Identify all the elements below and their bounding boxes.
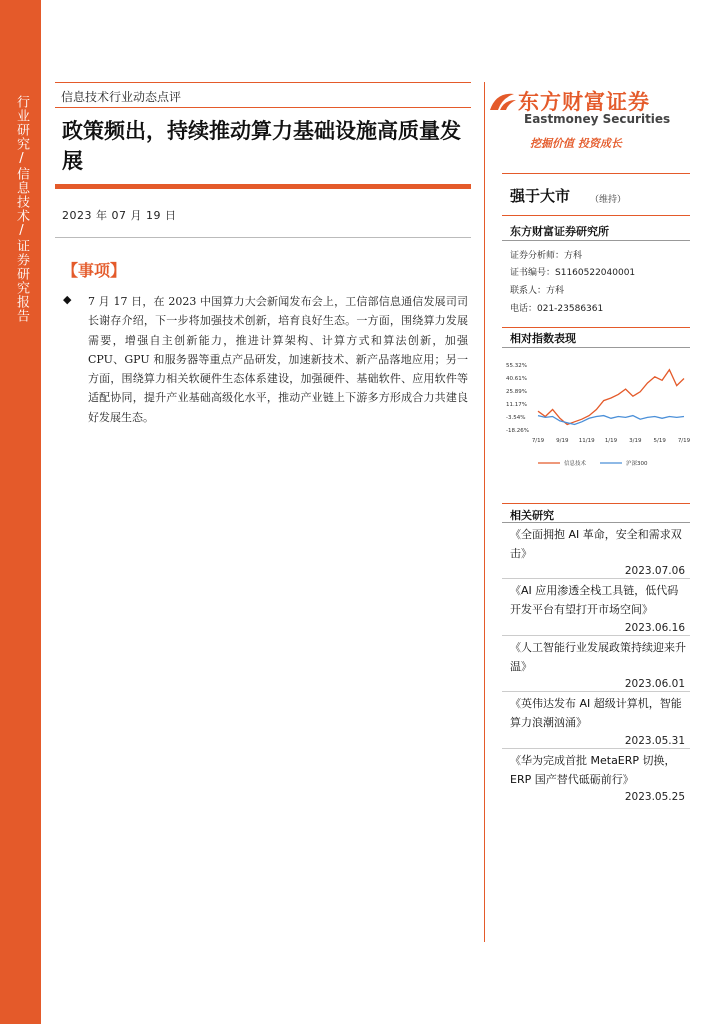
event-heading: 【事项】 — [62, 261, 127, 280]
legend-label: 沪深300 — [626, 461, 648, 467]
related-item-date: 2023.05.31 — [624, 735, 685, 747]
related-item-date: 2023.07.06 — [624, 565, 685, 577]
brand-logo — [488, 86, 678, 131]
rating-sub: （维持） — [590, 195, 627, 205]
analyst-contact: 联系人：方科 — [510, 286, 565, 296]
related-item-title: 《华为完成首批 MetaERP 切换，ERP 国产替代砥砺前行》 — [510, 754, 676, 786]
related-item-title: 《全面拥抱 AI 革命，安全和需求双击》 — [510, 528, 682, 560]
x-tick-label: 9/19 — [556, 438, 569, 444]
y-tick-label: -3.54% — [506, 415, 526, 421]
y-tick-label: 55.32% — [506, 363, 527, 369]
institute-name: 东方财富证券研究所 — [510, 225, 609, 238]
analyst-phone: 电话：021-23586361 — [510, 304, 604, 314]
y-tick-label: 25.89% — [506, 389, 527, 395]
rating-rule-bottom — [502, 215, 690, 216]
y-tick-label: -18.26% — [506, 428, 529, 434]
related-item-divider — [502, 635, 690, 636]
related-item-divider — [502, 578, 690, 579]
performance-rule-top — [502, 327, 690, 328]
related-item-title: 《英伟达发布 AI 超级计算机，智能算力浪潮汹涌》 — [510, 697, 682, 729]
sidebar-label: 行业研究/信息技术/证券研究报告 — [14, 95, 29, 323]
analyst-cert: 证书编号：S1160522040001 — [510, 268, 636, 278]
brand-slogan: 挖掘价值 投资成长 — [530, 137, 622, 150]
diamond-bullet-icon: ◆ — [63, 293, 72, 306]
related-rule — [502, 522, 690, 523]
related-item-date: 2023.05.25 — [624, 791, 685, 803]
category-rule — [55, 107, 471, 108]
x-tick-label: 7/19 — [531, 438, 545, 444]
relative-performance-chart — [502, 355, 690, 475]
related-item-divider — [502, 748, 690, 749]
related-rule-top — [502, 503, 690, 504]
date-rule — [55, 237, 471, 238]
brand-name-en: Eastmoney Securities — [524, 112, 671, 126]
performance-rule — [502, 347, 690, 348]
report-title: 政策频出，持续推动算力基础设施高质量发展 — [62, 119, 461, 173]
related-title: 相关研究 — [510, 509, 554, 522]
related-item-divider — [502, 691, 690, 692]
sidebar — [0, 0, 41, 1024]
rating-label: 强于大市 — [510, 187, 571, 205]
related-item-date: 2023.06.01 — [624, 678, 685, 690]
x-tick-label: 5/19 — [653, 438, 666, 444]
x-tick-label: 3/19 — [629, 438, 642, 444]
title-bar — [55, 184, 471, 189]
report-category: 信息技术行业动态点评 — [61, 90, 182, 104]
y-tick-label: 40.61% — [506, 376, 527, 382]
analyst-name: 证券分析师：方科 — [510, 251, 583, 261]
performance-title: 相对指数表现 — [510, 332, 576, 345]
x-tick-label: 11/19 — [578, 438, 595, 444]
legend-label: 信息技术 — [564, 461, 587, 467]
x-tick-label: 1/19 — [604, 438, 618, 444]
brand-name-cn: 东方财富证券 — [518, 90, 650, 114]
event-paragraph: 7 月 17 日，在 2023 中国算力大会新闻发布会上，工信部信息通信发展司司长谢存介绍，下一步将加强技术创新，培育良好生态。一方面，围绕算力发展需要，增强自主创新能力，推进计算架构、计算方式和算法创新，加强 CPU、GPU 和服务器等重点产品研发，加速新技术、新产品落地应用；另一方面，围绕算力相关软硬件生态体系建设，加强硬件、基础软件、应用软件等适配协同，提升产业基础高级化水平，推动产业链上下游多方形成合力共建良好发展生态。 — [88, 295, 468, 424]
brand-emblem-icon — [488, 88, 518, 114]
series-line — [538, 416, 684, 425]
related-item-title: 《人工智能行业发展政策持续迎来升温》 — [510, 641, 686, 673]
report-date: 2023 年 07 月 19 日 — [62, 209, 177, 222]
series-line — [538, 370, 684, 425]
institute-rule — [502, 240, 690, 241]
x-tick-label: 7/19 — [677, 438, 690, 444]
related-item-title: 《AI 应用渗透全栈工具链，低代码开发平台有望打开市场空间》 — [510, 584, 679, 616]
header-rule — [55, 82, 471, 83]
column-divider — [484, 82, 485, 942]
related-item-date: 2023.06.16 — [624, 622, 685, 634]
y-tick-label: 11.17% — [506, 402, 527, 408]
rating-rule-top — [502, 173, 690, 174]
